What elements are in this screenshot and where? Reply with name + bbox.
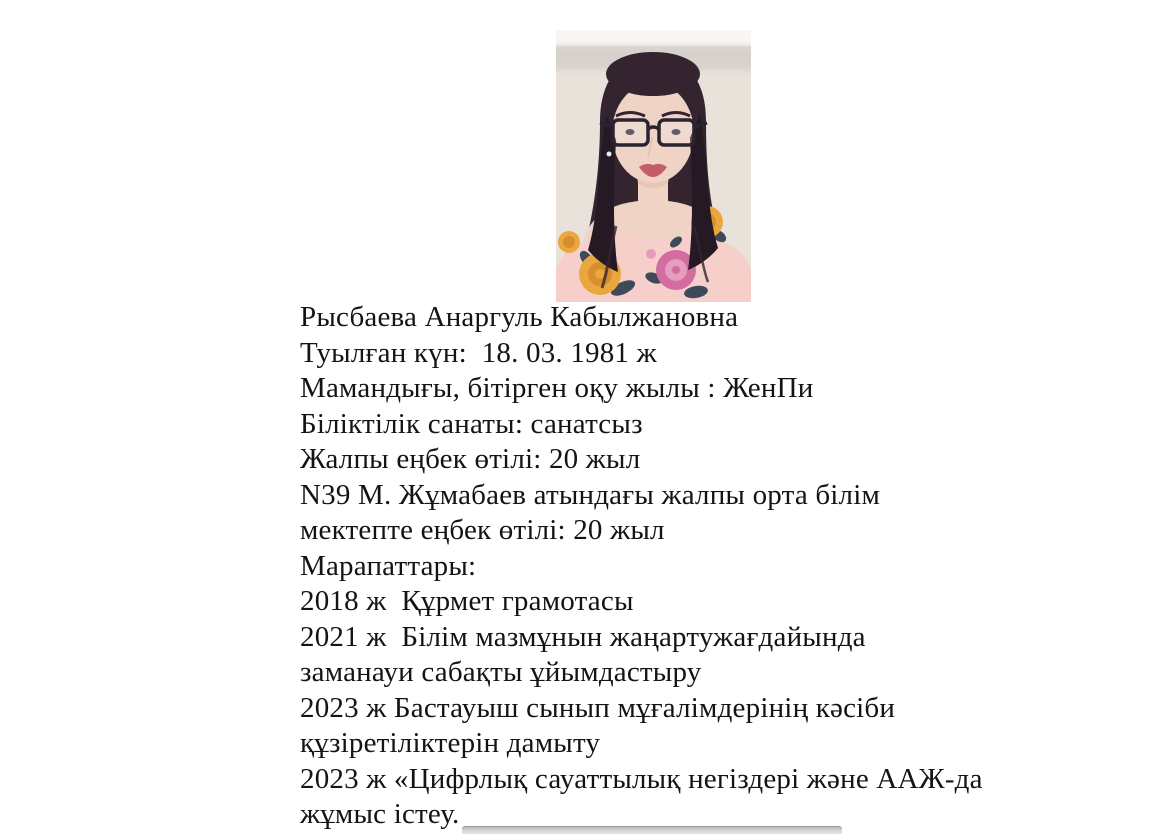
- portrait-photo: [556, 30, 751, 302]
- profile-line-award-2018: 2018 ж Құрмет грамотасы: [300, 585, 634, 617]
- photo-background-top-stripe: [556, 30, 751, 46]
- dress-rose-yellow-small-inner: [563, 236, 575, 248]
- profile-line-total-experience: Жалпы еңбек өтілі: 20 жыл: [300, 443, 641, 475]
- profile-line-school-1: N39 М. Жұмабаев атындағы жалпы орта білім: [300, 478, 881, 511]
- profile-text: [300, 300, 1100, 833]
- glasses-lens-left: [613, 120, 648, 145]
- profile-line-birthdate: Туылған күн: 18. 03. 1981 ж: [300, 336, 657, 369]
- profile-line-award-2021-2: заманауи сабақты ұйымдастыру: [300, 656, 702, 688]
- cropped-element-top-edge: [462, 826, 842, 834]
- profile-line-name: Рысбаева Анаргуль Кабылжановна: [300, 301, 739, 333]
- glasses-lens-right: [659, 120, 694, 145]
- portrait-earring: [607, 152, 612, 157]
- profile-line-school-2: мектепте еңбек өтілі: 20 жыл: [300, 514, 665, 546]
- profile-line-award-2023a-1: 2023 ж Бастауыш сынып мұғалімдерінің кәсіби: [300, 691, 896, 724]
- profile-line-award-2023b-2: жұмыс істеу.: [300, 798, 460, 830]
- dress-rose-pink-core: [672, 266, 680, 274]
- profile-line-award-2021-1: 2021 ж Білім мазмұнын жаңартужағдайында: [300, 620, 866, 653]
- profile-line-category: Біліктілік санаты: санатсыз: [300, 407, 643, 440]
- dress-rose-bud: [646, 249, 656, 259]
- profile-line-specialty: Мамандығы, бітірген оқу жылы : ЖенПи: [300, 372, 814, 404]
- glasses-bridge: [648, 127, 659, 129]
- profile-line-award-2023b-1: 2023 ж «Цифрлық сауаттылық негіздері және ААЖ-да: [300, 762, 983, 795]
- portrait-photo-svg: [556, 30, 751, 302]
- profile-line-award-2023a-2: құзіретіліктерін дамыту: [300, 727, 601, 759]
- profile-line-awards-header: Марапаттары:: [300, 549, 477, 582]
